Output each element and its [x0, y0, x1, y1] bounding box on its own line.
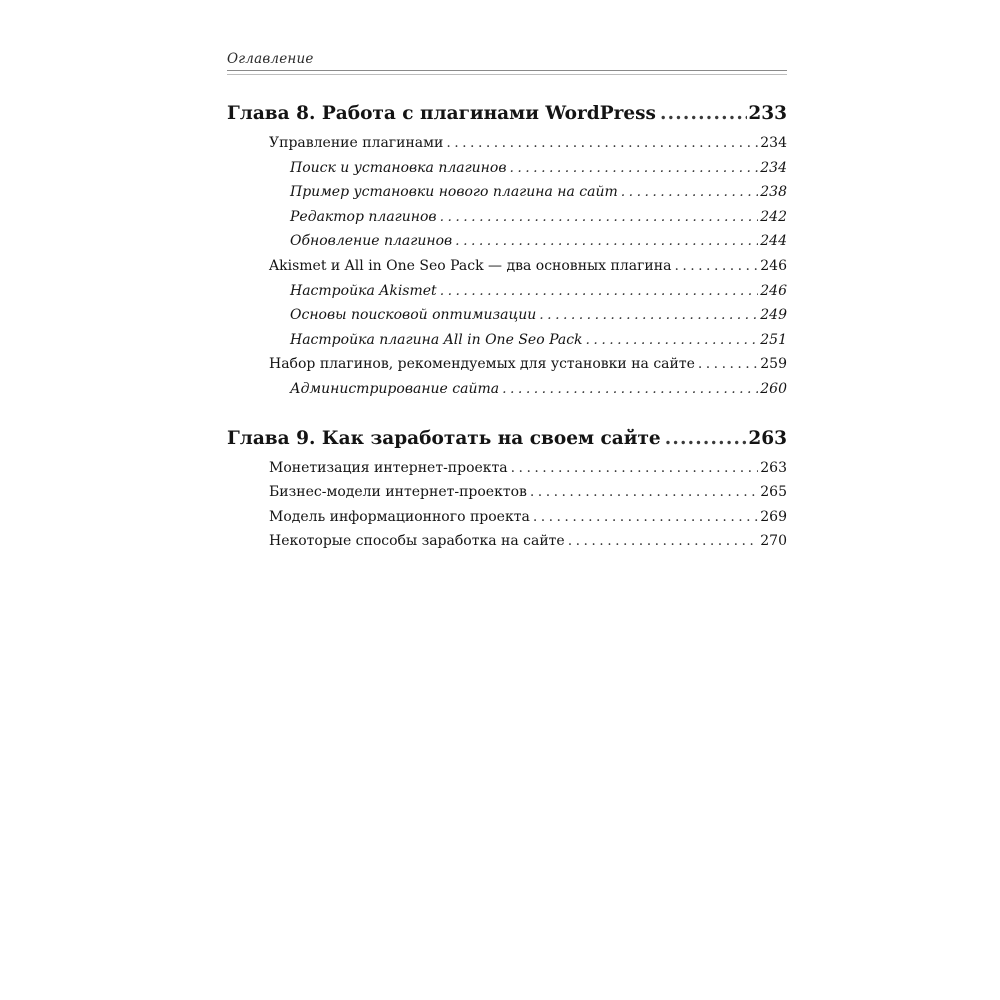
toc-entry[interactable]	[227, 131, 787, 156]
entry-title: Управление плагинами	[269, 135, 444, 151]
dot-leader	[455, 229, 758, 254]
toc-subentry[interactable]	[227, 229, 787, 254]
dot-leader	[530, 480, 758, 505]
entry-title: Основы поисковой оптимизации	[290, 307, 537, 324]
toc-subentry[interactable]	[227, 328, 787, 353]
dot-leader	[665, 424, 748, 454]
chapter-page-number: 263	[748, 427, 787, 449]
header-rule	[227, 70, 787, 75]
entry-page-number: 259	[760, 356, 787, 373]
dot-leader	[446, 131, 758, 156]
chapter-page-number: 233	[748, 103, 787, 124]
entry-title: Настройка Akismet	[290, 282, 437, 299]
entry-page-number: 246	[760, 257, 787, 274]
entry-page-number: 234	[760, 159, 787, 176]
entry-title: Администрирование сайта	[290, 380, 500, 397]
chapter-8	[227, 99, 787, 402]
dot-leader	[586, 328, 759, 353]
chapter-entries	[227, 131, 787, 402]
entry-title: Akismet и All in One Seo Pack — два основных плагина	[269, 257, 672, 274]
running-head: Оглавление	[227, 51, 314, 67]
toc-entry[interactable]	[227, 254, 787, 279]
dot-leader	[539, 303, 758, 328]
entry-page-number: 260	[760, 380, 787, 397]
entry-title: Бизнес-модели интернет-проектов	[269, 484, 527, 501]
entry-page-number: 238	[760, 184, 787, 201]
entry-title: Модель информационного проекта	[269, 508, 530, 525]
toc-subentry[interactable]	[227, 180, 787, 205]
toc-subentry[interactable]	[227, 156, 787, 181]
entry-title: Набор плагинов, рекомендуемых для установки на сайте	[269, 356, 695, 373]
toc-entry[interactable]	[227, 529, 787, 554]
dot-leader	[674, 254, 758, 279]
entry-title: Поиск и установка плагинов	[290, 159, 507, 176]
chapter-title: Глава 9. Как заработать на своем сайте	[227, 427, 661, 449]
toc-subentry[interactable]	[227, 205, 787, 230]
toc-entry[interactable]	[227, 505, 787, 530]
entry-page-number: 270	[760, 533, 787, 550]
entry-title: Настройка плагина All in One Seo Pack	[290, 331, 583, 348]
entry-page-number: 265	[760, 484, 787, 501]
entry-page-number: 244	[760, 233, 787, 250]
dot-leader	[533, 505, 758, 530]
entry-title: Редактор плагинов	[290, 208, 437, 225]
toc-entry[interactable]	[227, 352, 787, 377]
chapter-heading[interactable]	[227, 99, 787, 129]
dot-leader	[502, 377, 758, 402]
toc-subentry[interactable]	[227, 377, 787, 402]
chapter-9	[227, 424, 787, 554]
entry-page-number: 234	[760, 135, 787, 151]
entry-title: Монетизация интернет-проекта	[269, 459, 508, 476]
dot-leader	[440, 205, 759, 230]
chapter-heading[interactable]	[227, 424, 787, 454]
dot-leader	[698, 352, 758, 377]
dot-leader	[568, 529, 759, 554]
toc-page	[227, 50, 787, 554]
entry-page-number: 246	[760, 282, 787, 299]
entry-page-number: 269	[760, 508, 787, 525]
toc-subentry[interactable]	[227, 303, 787, 328]
entry-page-number: 251	[760, 331, 787, 348]
entry-page-number: 249	[760, 307, 787, 324]
dot-leader	[509, 156, 758, 181]
toc-entry[interactable]	[227, 480, 787, 505]
dot-leader	[621, 180, 758, 205]
entry-title: Некоторые способы заработка на сайте	[269, 533, 565, 550]
entry-page-number: 242	[760, 208, 787, 225]
toc-entry[interactable]	[227, 456, 787, 481]
chapter-entries	[227, 456, 787, 554]
entry-page-number: 263	[760, 459, 787, 476]
dot-leader	[440, 279, 759, 304]
entry-title: Пример установки нового плагина на сайт	[290, 184, 618, 201]
dot-leader	[511, 456, 759, 481]
chapter-title: Глава 8. Работа с плагинами WordPress	[227, 103, 656, 124]
entry-title: Обновление плагинов	[290, 233, 453, 250]
dot-leader	[660, 99, 747, 129]
toc-subentry[interactable]	[227, 279, 787, 304]
